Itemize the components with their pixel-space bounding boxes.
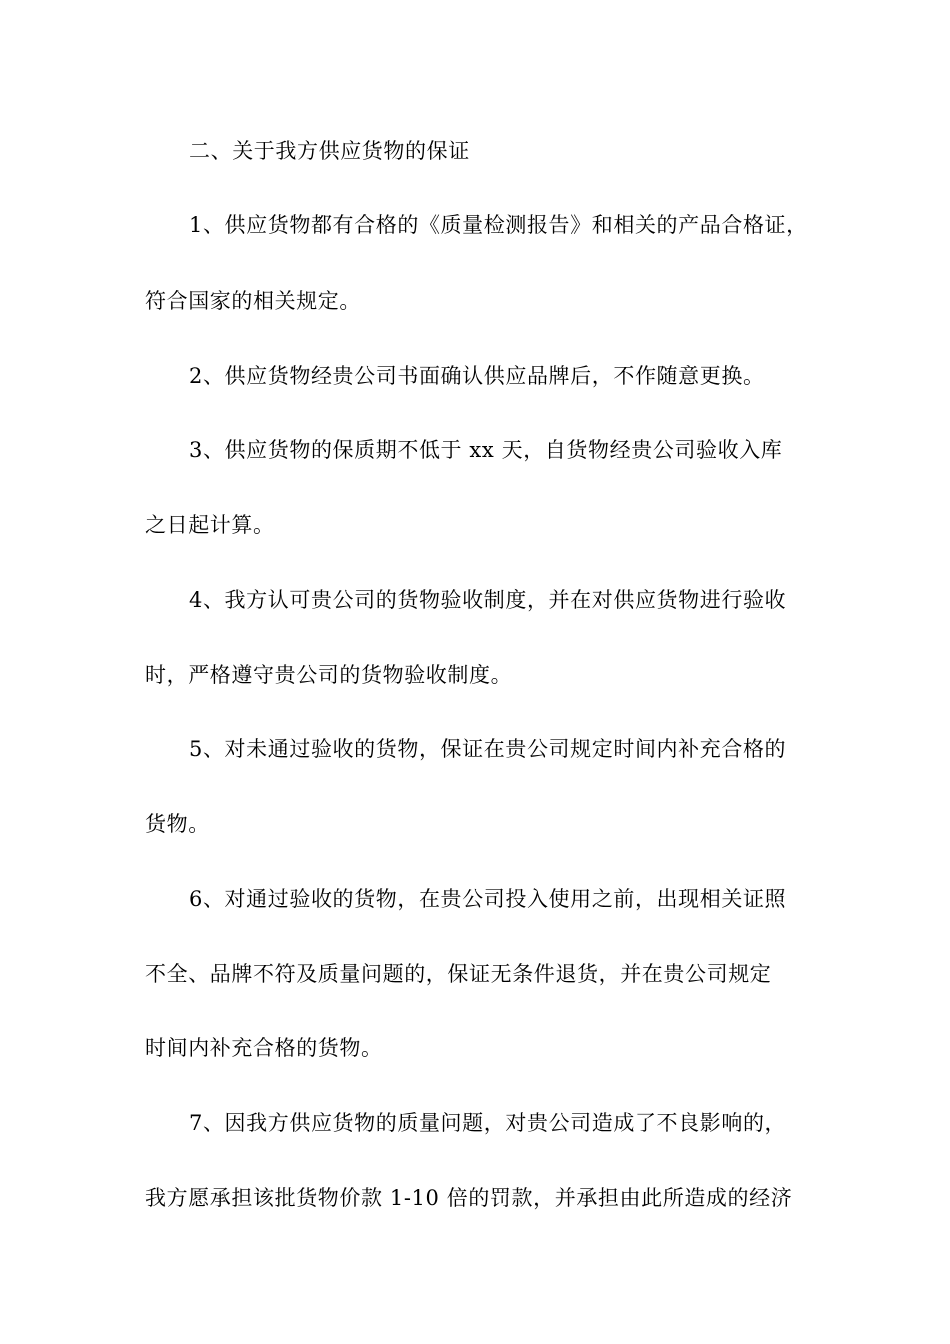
paragraph-line: 时，严格遵守贵公司的货物验收制度。 — [145, 663, 513, 687]
paragraph-line: 2、供应货物经贵公司书面确认供应品牌后，不作随意更换。 — [189, 364, 765, 388]
paragraph-line: 3、供应货物的保质期不低于 xx 天，自货物经贵公司验收入库 — [189, 438, 783, 462]
paragraph-line: 我方愿承担该批货物价款 1-10 倍的罚款，并承担由此所造成的经济 — [145, 1186, 793, 1210]
paragraph-line: 7、因我方供应货物的质量问题，对贵公司造成了不良影响的， — [189, 1111, 787, 1135]
paragraph-line: 6、对通过验收的货物，在贵公司投入使用之前，出现相关证照 — [189, 887, 787, 911]
paragraph-line: 1、供应货物都有合格的《质量检测报告》和相关的产品合格证， — [189, 213, 808, 237]
paragraph-line: 时间内补充合格的货物。 — [145, 1036, 383, 1060]
section-heading: 二、关于我方供应货物的保证 — [189, 139, 470, 163]
paragraph-line: 不全、品牌不符及质量问题的，保证无条件退货，并在贵公司规定 — [145, 962, 772, 986]
paragraph-line: 之日起计算。 — [145, 513, 275, 537]
paragraph-line: 货物。 — [145, 812, 210, 836]
paragraph-line: 5、对未通过验收的货物，保证在贵公司规定时间内补充合格的 — [189, 737, 787, 761]
paragraph-line: 4、我方认可贵公司的货物验收制度，并在对供应货物进行验收 — [189, 588, 787, 612]
paragraph-line: 符合国家的相关规定。 — [145, 289, 361, 313]
